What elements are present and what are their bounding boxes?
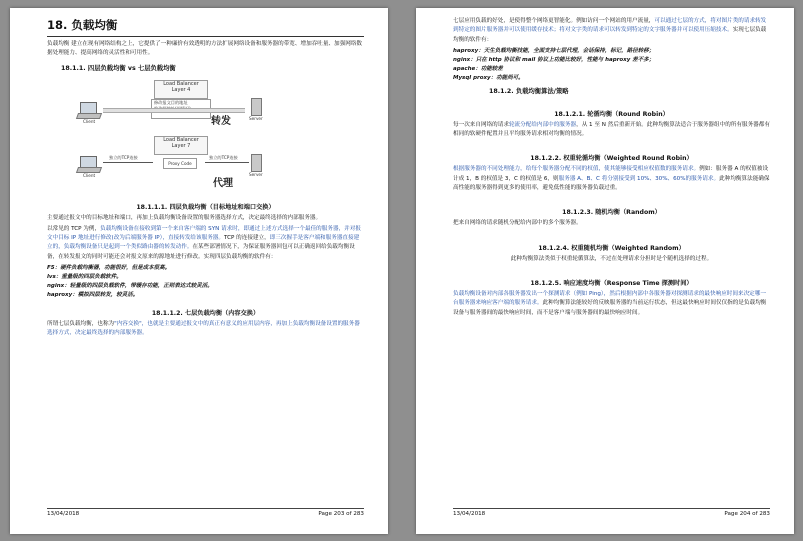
layer4-paragraph-1: 主要通过报文中的目标地址和端口，再加上负载均衡设备设置的服务器选择方式，决定最终选择的内部服务器。 <box>47 214 322 221</box>
client-label: Client <box>83 118 96 124</box>
response-time-paragraph <box>453 290 770 318</box>
page-content <box>453 17 770 320</box>
highlight-span: "内容交换" <box>114 321 142 328</box>
layer7-left-arrow <box>103 162 153 163</box>
random-paragraph: 把来自网络的请求随机分配给内部中的多个服务器。 <box>453 220 582 227</box>
highlight-span: 负载均衡设备在接收到第一个来自客户端的 SYN 请求时，即通过上述方式选择一个最佳的服务器，并对报文中目标 IP 地址进行修改(改为后端服务器 IP），直接转发给该服务器。 <box>47 225 361 242</box>
server-label: Server <box>249 115 263 121</box>
highlight-span: 轮流分配给内部中的服务器 <box>508 121 577 128</box>
heading-layer4-vs-layer7: 18.1.1. 四层负载均衡 vs 七层负载均衡 <box>61 64 176 72</box>
text-span: 实现七层负载均衡的软件有： <box>453 27 767 43</box>
forward-note-1: 修改报文目的地址 <box>154 99 188 105</box>
heading-layer7: 18.1.1.2. 七层负载均衡（内容交换） <box>151 310 260 318</box>
software-f5: F5：硬件负载均衡器，功能很好，但是成本很高。 <box>47 265 171 272</box>
footer-date: 13/04/2018 <box>47 511 80 517</box>
heading-response-time: 18.1.2.5. 响应速度均衡（Response Time 探测时间） <box>530 279 693 287</box>
load-balancer-layer7 <box>154 136 208 155</box>
section-title: 18. 负载均衡 <box>47 17 364 37</box>
layer7-right-arrow <box>205 162 249 163</box>
round-robin-paragraph <box>453 121 770 140</box>
lb4-title: Load Balancer <box>163 80 199 87</box>
footer-date: 13/04/2018 <box>453 511 486 517</box>
load-balancer-layer4 <box>154 80 208 99</box>
heading-weighted-round-robin: 18.1.2.2. 权重轮循均衡（Weighted Round Robin） <box>530 155 693 163</box>
highlight-span: 即三次握手是客户端和服务器直接建立的，负载均衡设备只是起到一个类似路由器的转发动作。 <box>47 235 360 251</box>
lb7-sub: Layer 7 <box>171 142 191 149</box>
footer-page-number: Page 204 of 283 <box>724 511 770 517</box>
heading-round-robin: 18.1.2.1. 轮循均衡（Round Robin） <box>554 110 669 118</box>
load-balancer-figure <box>47 76 364 196</box>
server-icon <box>251 98 262 116</box>
highlight-span: 根据服务器的不同处理能力，给每个服务器分配不同的权值，使其能够接受相应权值数的服务请求。 <box>453 166 700 173</box>
text-span: 此种均衡算法能较好的反映服务器的当前运行状态，但这最快响应时间仅仅指的是负载均衡设备与服务器间的最快响应时间，而不是客户端与服务器间的最快响应时间。 <box>453 300 767 316</box>
text-span: 七层应用负载的好处，是使得整个网络更智能化。例如访问一个网站的用户流量， <box>453 18 655 24</box>
heading-random: 18.1.2.3. 随机均衡（Random） <box>562 209 661 217</box>
page-content <box>47 17 364 341</box>
text-span: 例如：服务器 A 的权值被设计成 1，B 的权值是 3，C 的权值是 6，则 <box>453 166 769 182</box>
highlight-span: 服务器 A、B、C 将分别接受到 10%、30%、60%的服务请求。 <box>558 175 720 182</box>
document-page-204 <box>416 8 794 534</box>
client-laptop-icon <box>77 102 99 118</box>
tcp-left-label: 独立的TCP连接 <box>109 154 138 160</box>
software-haproxy: haproxy：天生负载均衡技能，全面支持七层代理，会话保持，标记，路径转移； <box>453 47 655 54</box>
software-mysql-proxy: Mysql proxy：功能尚可。 <box>453 74 524 81</box>
weighted-random-paragraph: 此种均衡算法类似于权重轮循算法，不过在处理请求分担时是个随机选择的过程。 <box>510 255 713 262</box>
heading-layer4: 18.1.1.1. 四层负载均衡（目标地址和端口交换） <box>136 203 275 211</box>
client-label: Client <box>83 172 96 178</box>
software-nginx: nginx：只在 http 协议和 mail 协议上功能比较好，性能与 haproxy 差不多； <box>453 56 655 63</box>
page-footer <box>453 508 770 517</box>
highlight-span: 负载均衡设备对内部各服务器发出一个探测请求（例如 Ping），然后根据内部中各服务器对探测请求的最快响应时间来决定哪一台服务器来响应客户端的服务请求。 <box>453 290 766 307</box>
weighted-round-robin-paragraph <box>453 165 770 193</box>
layer4-paragraph-2 <box>47 225 364 262</box>
text-span: 此种均衡算法能确保高性能的服务器得到更多的使用率，避免低性能的服务器负载过重。 <box>453 175 770 192</box>
intro-paragraph: 负载均衡 建立在现有网络结构之上，它提供了一种廉价有效透明的方法扩展网络设备和服务器的带宽、增加吞吐量、加强网络数据处理能力、提高网络的灵活性和可用性。 <box>47 41 363 57</box>
software-haproxy: haproxy：模拟四层转发，较灵活。 <box>47 292 139 299</box>
software-nginx: nginx：轻量级的四层负载软件，带缓存功能，正则表达式较灵活。 <box>47 283 213 290</box>
software-apache: apache：功能较差 <box>453 65 503 72</box>
proxy-label: 代理 <box>213 177 233 189</box>
text-span: 所谓七层负载均衡，也称为 <box>47 321 115 328</box>
server-label: Server <box>249 171 263 177</box>
highlight-span: 可以通过七层的方式，将对图片类的请求转发到特定的图片服务器并可以使用缓存技术；将对文字类的请求可以转发到特定的文字服务器并可以使用压缩技术。 <box>453 18 767 34</box>
layer7-paragraph <box>47 320 364 339</box>
text-span: 每一次来自网络的请求 <box>453 121 509 128</box>
lb7-title: Load Balancer <box>163 136 199 143</box>
footer-page-number: Page 203 of 283 <box>318 511 364 517</box>
heading-weighted-random: 18.1.2.4. 权重随机均衡（Weighted Random） <box>538 244 685 252</box>
text-span: ，从 1 至 N 然后重新开始。此种均衡算法适合于服务器组中的所有服务器都有相同的软硬件配置并且平均服务请求相对均衡的情况。 <box>453 121 770 138</box>
highlight-span: ，也就是主要通过报文中的真正有意义的应用层内容，再加上负载均衡设备设置的服务器选择方式，决定最终选择的内部服务器。 <box>47 321 360 337</box>
text-span: 在某些部署情况下，为保证服务器回包可以正确返回给负载均衡设备，在转发报文的同时可能还会对报文原来的源地址进行修改。实现四层负载均衡的软件有： <box>47 244 355 260</box>
text-span: TCP 的连接建立， <box>223 235 270 242</box>
heading-algorithms: 18.1.2. 负载均衡算法/策略 <box>489 87 569 95</box>
layer7-benefit-paragraph <box>453 17 770 45</box>
lb4-sub: Layer 4 <box>171 86 191 93</box>
forward-label: 转发 <box>211 115 231 127</box>
page-footer <box>47 508 364 517</box>
tcp-right-label: 独立的TCP连接 <box>209 154 238 160</box>
software-lvs: lvs：重量级的四层负载软件。 <box>47 274 122 281</box>
document-page-203 <box>10 8 388 534</box>
client-laptop-icon <box>77 156 99 172</box>
text-span: 以常见的 TCP 为例， <box>47 225 101 232</box>
proxy-code-box: Proxy Code <box>163 158 197 169</box>
server-icon <box>251 154 262 172</box>
